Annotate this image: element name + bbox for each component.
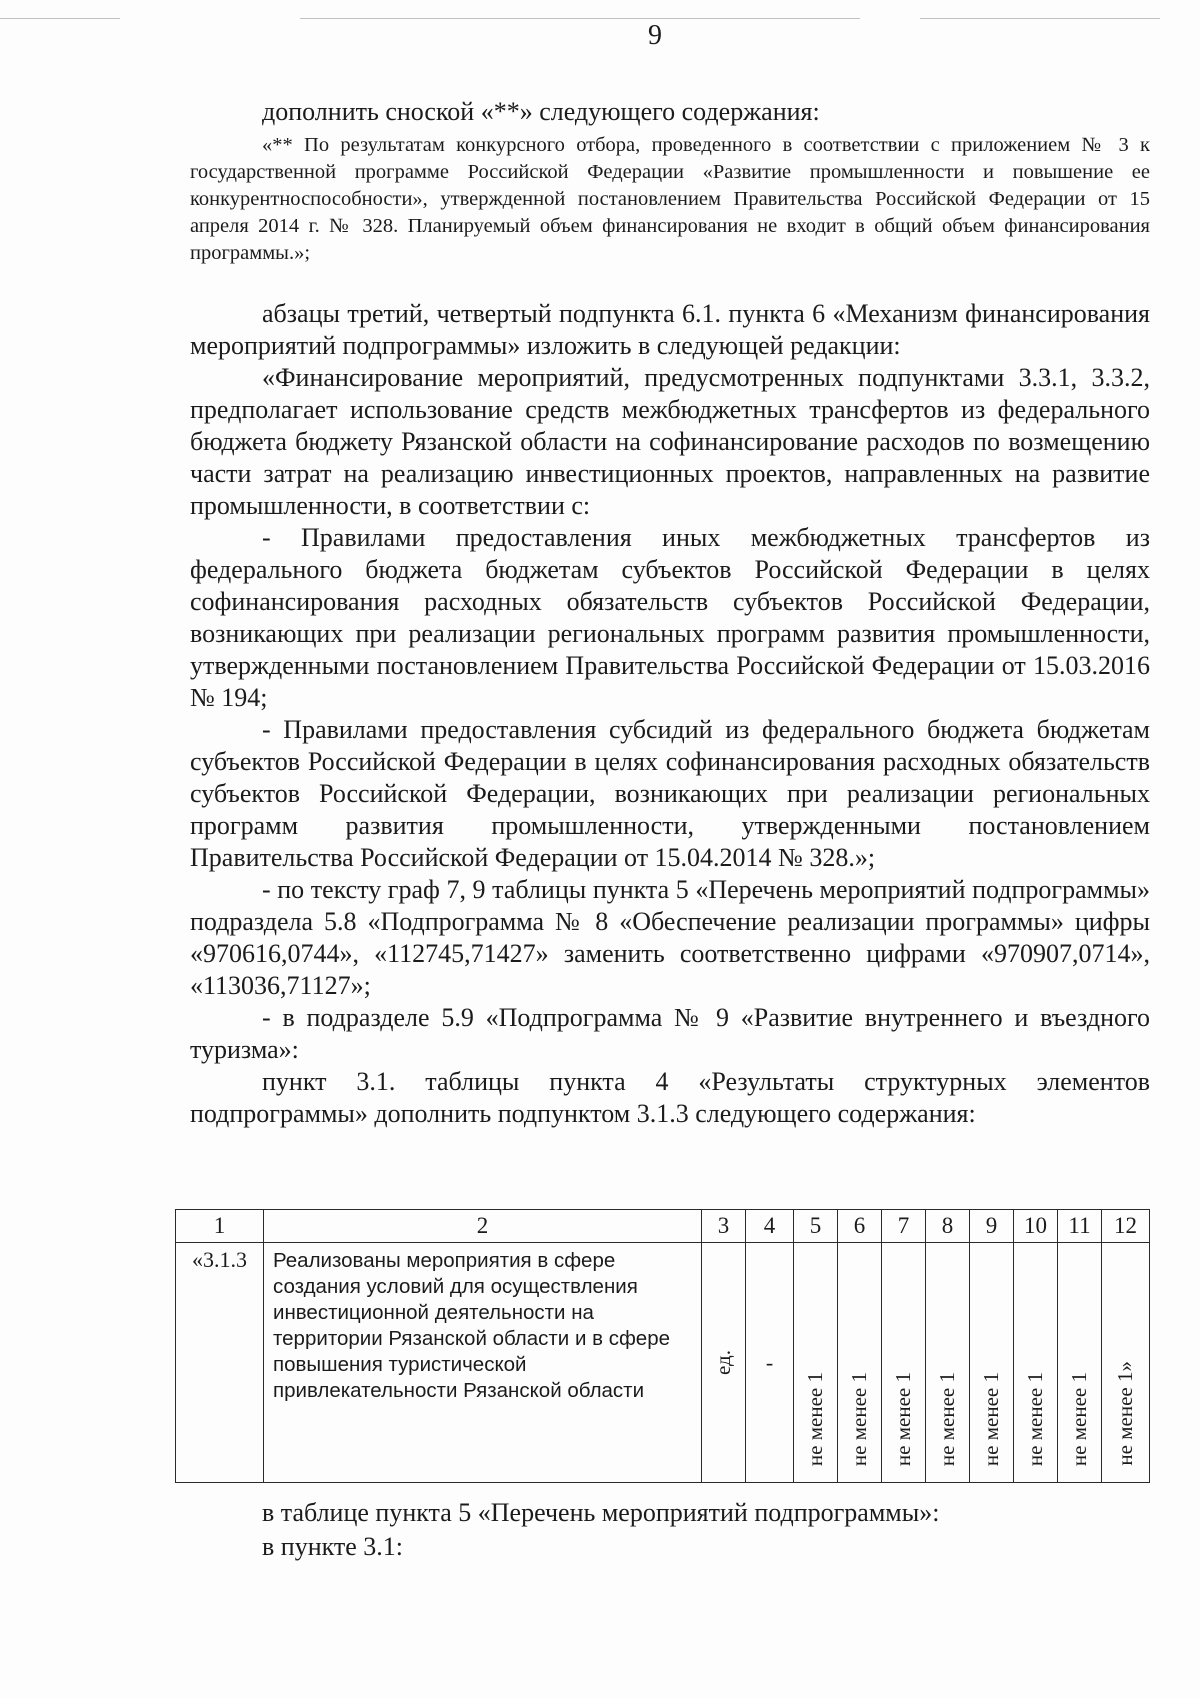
table-header-row: [176, 1210, 1150, 1243]
row-value-cell: [970, 1243, 1014, 1483]
paragraph-footnote: «** По результатам конкурсного отбора, проведенного в соответствии с приложением № 3 к государственной программе Российской Федерации «Развитие промышленности и повышение ее конкурентноспособности», утвержденной постановлением Правительства Российской Федерации от 15 апреля 2014 г. № 328. Планируемый объем финансирования не входит в общий объем финансирования программы.»;: [190, 134, 1150, 264]
row-value-cell: [1058, 1243, 1102, 1483]
table-header-cell: 3: [702, 1210, 746, 1243]
paragraph-financing: «Финансирование мероприятий, предусмотренных подпунктами 3.3.1, 3.3.2, предполагает использование средств межбюджетных трансфертов из федерального бюджета бюджету Рязанской области на софинансирование расходов по возмещению части затрат на реализацию инвестиционных проектов, направленных на развитие промышленности, в соответствии с:: [190, 363, 1150, 520]
paragraph-rules-328: - Правилами предоставления субсидий из федерального бюджета бюджетам субъектов Российской Федерации в целях софинансирования расходных обязательств субъектов Российской Федерации, возникающих при реализации региональных программ развития промышленности, утвержденными постановлением Правительства Российской Федерации от 15.04.2014 № 328.»;: [190, 715, 1150, 872]
paragraph-abzacy: абзацы третий, четвертый подпункта 6.1. пункта 6 «Механизм финансирования мероприятий подпрограммы» изложить в следующей редакции:: [190, 299, 1150, 360]
row-value-9: не менее 1: [979, 1371, 1003, 1466]
row-indicator-name: Реализованы мероприятия в сфере создания условий для осуществления инвестиционной деятельности на территории Рязанской области и в сфере повышения туристической привлекательности Рязанской области: [264, 1243, 702, 1483]
row-value-cell: [1102, 1243, 1150, 1483]
text-block-footnote: [190, 132, 1150, 267]
paragraph-footnote-intro: дополнить сноской «**» следующего содержания:: [262, 97, 820, 126]
row-value-6: не менее 1: [847, 1371, 871, 1466]
table-header-cell: 8: [926, 1210, 970, 1243]
results-table: [175, 1209, 1150, 1483]
row-value-12: не менее 1»: [1113, 1361, 1137, 1466]
scan-edge-line: [300, 18, 860, 19]
row-value-11: не менее 1: [1067, 1371, 1091, 1466]
table-header-cell: 1: [176, 1210, 264, 1243]
row-value-10: не менее 1: [1023, 1371, 1047, 1466]
row-value-cell: [1014, 1243, 1058, 1483]
table-header-cell: 11: [1058, 1210, 1102, 1243]
paragraph-graphs-7-9: - по тексту граф 7, 9 таблицы пункта 5 «Перечень мероприятий подпрограммы» подраздела 5.8 «Подпрограмма № 8 «Обеспечение реализации программы» цифры «970616,0744», «112745,71427» заменить соответственно цифрами «970907,0714», «113036,71127»;: [190, 875, 1150, 1000]
row-value-5: не менее 1: [803, 1371, 827, 1466]
after-table-line-1: в таблице пункта 5 «Перечень мероприятий подпрограммы»:: [262, 1498, 940, 1527]
table-header-cell: 6: [838, 1210, 882, 1243]
row-base-value: -: [765, 1349, 774, 1375]
row-unit-cell: [702, 1243, 746, 1483]
table-row: [176, 1243, 1150, 1483]
table-header-cell: 12: [1102, 1210, 1150, 1243]
after-table-line-2: в пункте 3.1:: [262, 1532, 404, 1561]
row-value-cell: [882, 1243, 926, 1483]
text-block-1: [190, 96, 1150, 128]
row-base-cell: [746, 1243, 794, 1483]
text-block-main: [190, 298, 1150, 1130]
row-value-cell: [794, 1243, 838, 1483]
scan-edge-line: [0, 18, 120, 19]
page-number: 9: [648, 20, 662, 51]
paragraph-rules-194: - Правилами предоставления иных межбюджетных трансфертов из федерального бюджета бюджетам субъектов Российской Федерации в целях софинансирования расходных обязательств субъектов Российской Федерации, возникающих при реализации региональных программ развития промышленности, утвержденными постановлением Правительства Российской Федерации от 15.03.2016 № 194;: [190, 523, 1150, 712]
table-header-cell: 2: [264, 1210, 702, 1243]
row-unit: ед.: [711, 1350, 735, 1375]
scan-edge-line: [920, 18, 1160, 19]
row-number: «3.1.3: [176, 1243, 264, 1483]
table-header-cell: 9: [970, 1210, 1014, 1243]
row-value-8: не менее 1: [935, 1371, 959, 1466]
table-header-cell: 5: [794, 1210, 838, 1243]
table-header-cell: 10: [1014, 1210, 1058, 1243]
row-value-7: не менее 1: [891, 1371, 915, 1466]
row-value-cell: [926, 1243, 970, 1483]
paragraph-point-3-1: пункт 3.1. таблицы пункта 4 «Результаты структурных элементов подпрограммы» дополнить подпунктом 3.1.3 следующего содержания:: [190, 1067, 1150, 1128]
table-header-cell: 7: [882, 1210, 926, 1243]
row-value-cell: [838, 1243, 882, 1483]
table-header-cell: 4: [746, 1210, 794, 1243]
paragraph-subsection-5-9: - в подразделе 5.9 «Подпрограмма № 9 «Развитие внутреннего и въездного туризма»:: [190, 1003, 1150, 1064]
